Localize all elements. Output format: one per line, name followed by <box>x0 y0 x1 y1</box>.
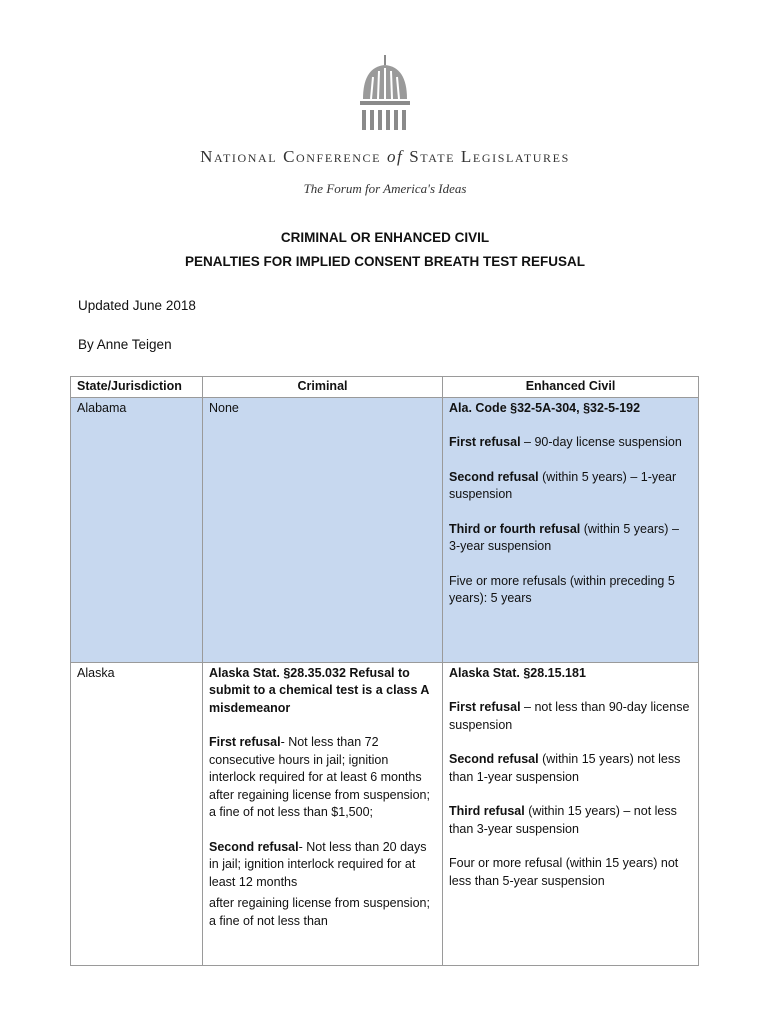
enhanced-civil-cell <box>443 662 699 965</box>
penalty-item: Third refusal (within 15 years) – not less than 3-year suspension <box>449 804 677 836</box>
enhanced-civil-cell <box>443 397 699 662</box>
organization-tagline: The Forum for America's Ideas <box>303 181 467 196</box>
penalty-item: Second refusal (within 5 years) – 1-year suspension <box>449 469 677 501</box>
penalty-item: Second refusal (within 15 years) not less than 1-year suspension <box>449 752 681 784</box>
statute-citation: Alaska Stat. §28.15.181 <box>449 665 586 680</box>
penalty-item: Second refusal- Not less than 20 days in jail; ignition interlock required for at least 12 months <box>209 839 427 889</box>
capitol-dome-icon <box>355 55 415 133</box>
state-cell: Alabama <box>71 397 203 662</box>
penalty-item: First refusal – 90-day license suspension <box>449 435 682 449</box>
table-row <box>71 662 699 965</box>
header-enhanced-civil: Enhanced Civil <box>443 377 699 398</box>
organization-name: National Conference of State Legislatures <box>200 147 570 166</box>
header-state: State/Jurisdiction <box>71 377 203 398</box>
statute-citation: Alaska Stat. §28.35.032 Refusal to submit to a chemical test is a class A misdemeanor <box>209 665 429 715</box>
title-line-2: PENALTIES FOR IMPLIED CONSENT BREATH TEST REFUSAL <box>184 254 585 269</box>
updated-date: Updated June 2018 <box>78 298 196 313</box>
penalty-item-continued: after regaining license from suspension; a fine of not less than <box>209 896 430 928</box>
penalties-table <box>70 376 699 966</box>
ncsl-logo <box>0 55 770 197</box>
penalty-item: First refusal – not less than 90-day license suspension <box>449 700 690 732</box>
penalty-item: Third or fourth refusal (within 5 years) – 3-year suspension <box>449 521 679 553</box>
table-header-row <box>71 377 699 398</box>
penalty-item: Four or more refusal (within 15 years) not less than 5-year suspension <box>449 856 679 888</box>
criminal-cell: None <box>203 397 443 662</box>
statute-citation: Ala. Code §32-5A-304, §32-5-192 <box>449 400 641 415</box>
penalty-item: First refusal- Not less than 72 consecutive hours in jail; ignition interlock required for at least 6 months after regaining license from suspension; a fine of not less than $1,500; <box>209 735 430 819</box>
document-title <box>0 226 770 274</box>
penalty-item: Five or more refusals (within preceding 5 years): 5 years <box>449 573 675 605</box>
state-cell: Alaska <box>71 662 203 965</box>
criminal-cell <box>203 662 443 965</box>
table-row <box>71 397 699 662</box>
author-byline: By Anne Teigen <box>78 337 172 352</box>
title-line-1: CRIMINAL OR ENHANCED CIVIL <box>280 230 490 245</box>
header-criminal: Criminal <box>203 377 443 398</box>
